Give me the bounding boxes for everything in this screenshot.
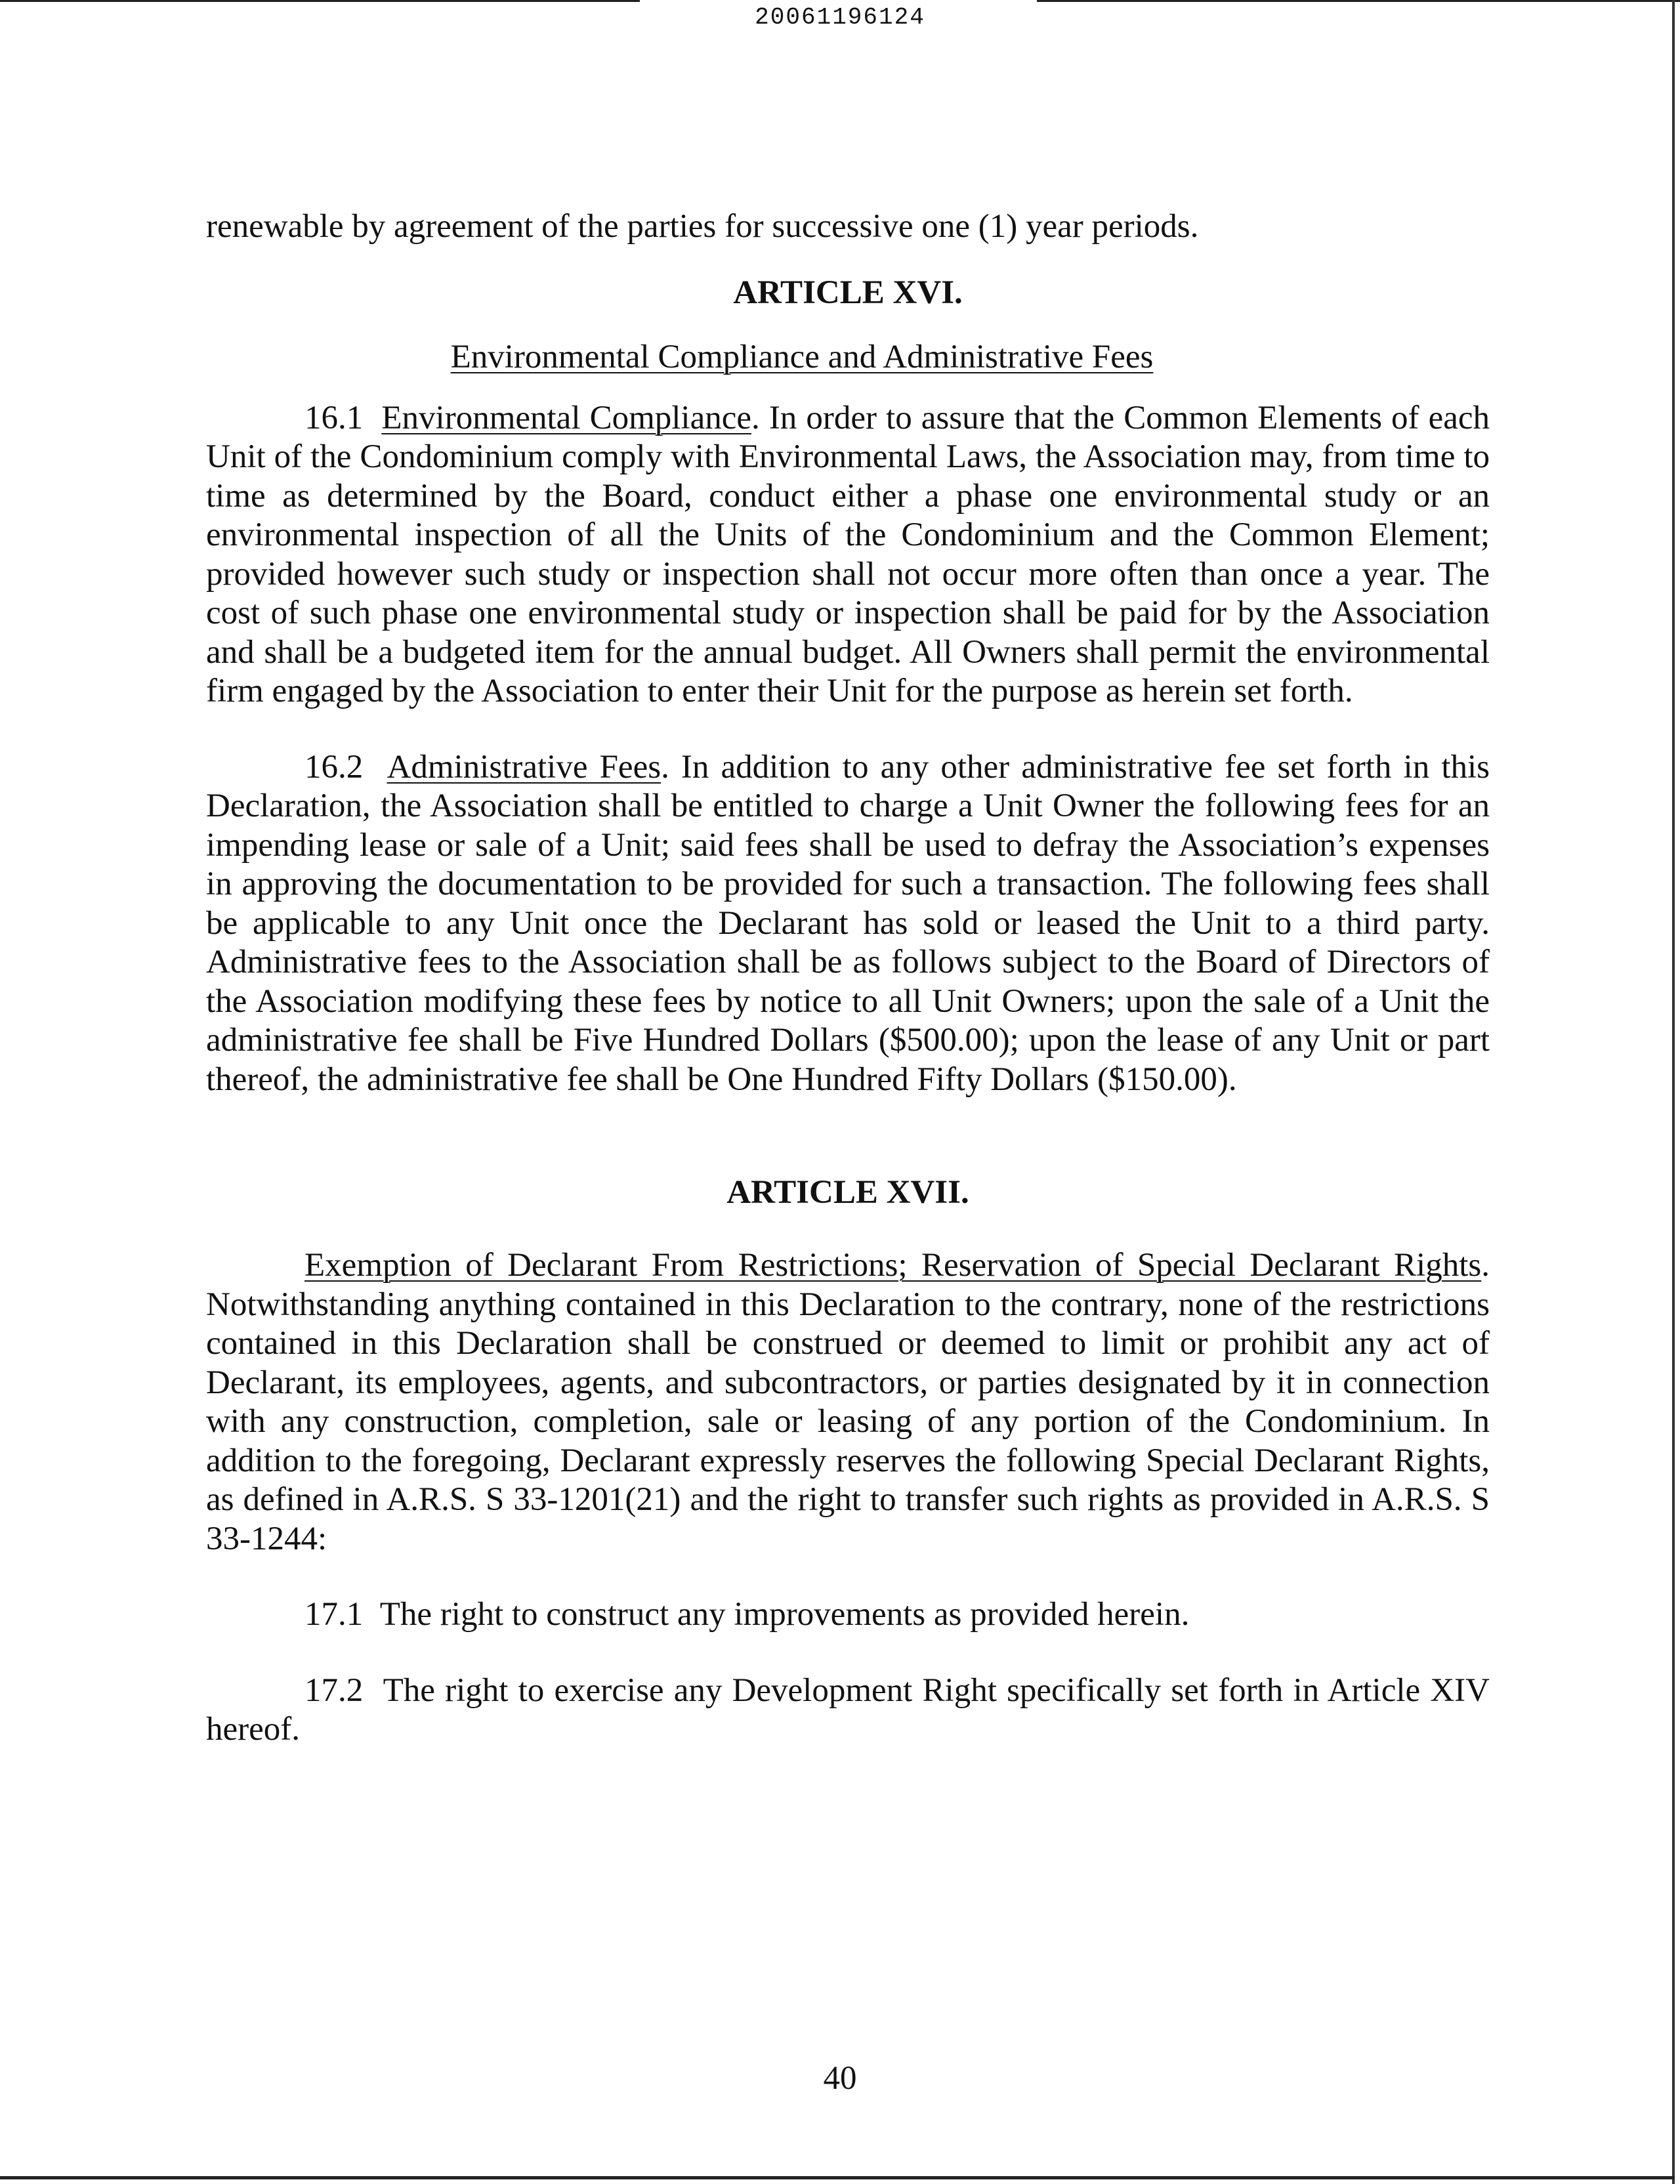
page-body	[206, 207, 1490, 1750]
article-17-intro	[206, 1246, 1490, 1559]
page-number: 40	[823, 2060, 857, 2097]
intro-line: renewable by agreement of the parties for successive one (1) year periods.	[206, 208, 1199, 245]
section-16-1	[206, 399, 1490, 711]
article-17-intro-heading: Exemption of Declarant From Restrictions; Reservation of Special Declarant Rights	[304, 1247, 1482, 1284]
section-16-2-heading: Administrative Fees	[387, 748, 662, 786]
scan-border-bottom	[0, 2176, 1675, 2179]
scan-border-top-left	[0, 0, 640, 2]
article-17-heading: ARTICLE XVII.	[726, 1174, 969, 1211]
section-17-1-number: 17.1	[304, 1596, 364, 1633]
article-16-heading: ARTICLE XVI.	[733, 274, 963, 311]
section-16-2-body: . In addition to any other administrative fee set forth in this Declaration, the Association shall be entitled to charge a Unit Owner the following fees for an impending lease or sale of a Unit; said fees shall be used to defray the Association’s expenses in approving the documentation to be provided for such a transaction. The following fees shall be applicable to any Unit once the Declarant has sold or leased the Unit to a third party. Administrative fees to the Association shall be as follows subject to the Board of Directors of the Association modifying these fees by notice to all Unit Owners; upon the sale of a Unit the administrative fee shall be Five Hundred Dollars ($500.00); upon the lease of any Unit or part thereof, the administrative fee shall be One Hundred Fifty Dollars ($150.00).	[206, 748, 1490, 1098]
section-16-1-body: . In order to assure that the Common Elements of each Unit of the Condominium comply with Environmental Laws, the Association may, from time to time as determined by the Board, conduct either a phase one environmental study or an environmental inspection of all the Units of the Condominium and the Common Element; provided however such study or inspection shall not occur more often than once a year. The cost of such phase one environmental study or inspection shall be paid for by the Association and shall be a budgeted item for the annual budget. All Owners shall permit the environmental firm engaged by the Association to enter their Unit for the purpose as herein set forth.	[206, 399, 1490, 709]
section-16-1-heading: Environmental Compliance	[381, 399, 751, 436]
article-16-title	[206, 337, 1490, 377]
section-16-1-number: 16.1	[304, 399, 364, 436]
scan-border-top-right	[1037, 0, 1680, 2]
scan-border-right	[1672, 0, 1675, 2184]
section-17-2	[206, 1671, 1490, 1750]
section-17-2-number: 17.2	[304, 1671, 364, 1709]
section-17-1-text: The right to construct any improvements as provided herein.	[379, 1596, 1190, 1633]
article-17-intro-body: . Notwithstanding anything contained in this Declaration to the contrary, none of the restrictions contained in this Declaration shall be construed or deemed to limit or prohibit any act of Declarant, its employees, agents, and subcontractors, or parties designated by it in connection with any construction, completion, sale or leasing of any portion of the Condominium. In addition to the foregoing, Declarant expressly reserves the following Special Declarant Rights, as defined in A.R.S. S 33-1201(21) and the right to transfer such rights as provided in A.R.S. S 33-1244:	[206, 1247, 1490, 1557]
article-16-title-text: Environmental Compliance and Administrative Fees	[450, 338, 1154, 375]
section-17-2-text: The right to exercise any Development Right specifically set forth in Article XIV hereof.	[206, 1671, 1490, 1748]
document-number: 20061196124	[755, 4, 925, 31]
section-16-2-number: 16.2	[304, 748, 364, 786]
section-17-1	[206, 1595, 1490, 1635]
section-16-2	[206, 748, 1490, 1100]
